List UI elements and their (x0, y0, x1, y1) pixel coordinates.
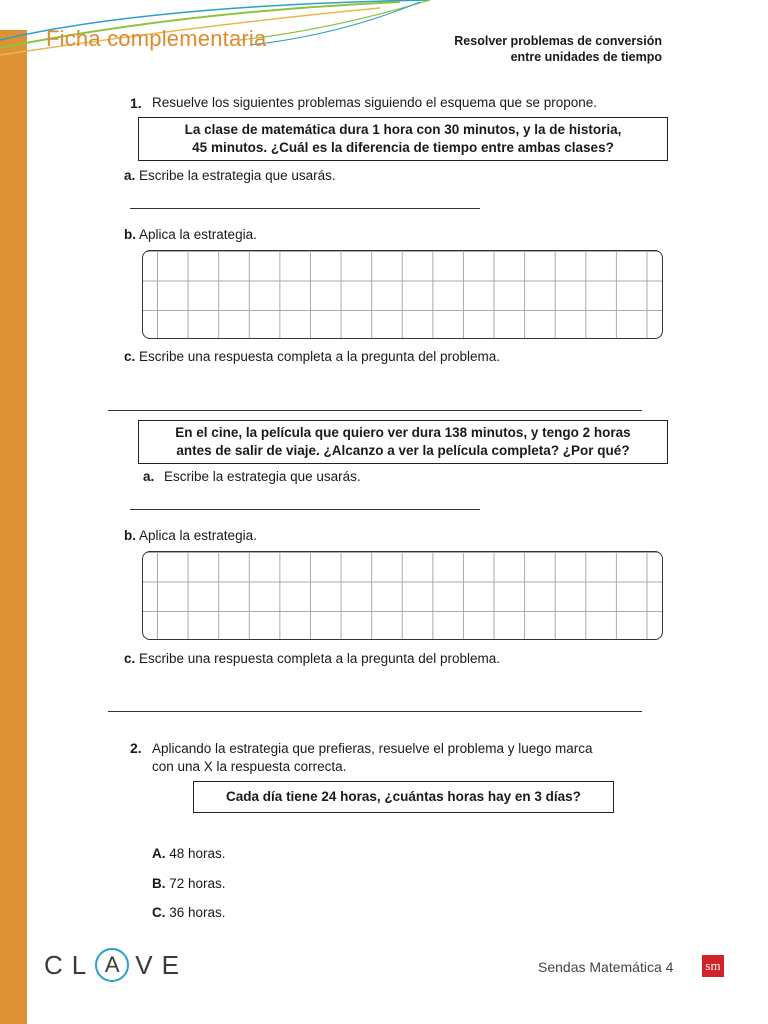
option-text: 72 horas. (169, 876, 226, 891)
problem-2-step-a (143, 469, 361, 484)
problem-2-line-2: antes de salir de viaje. ¿Alcanzo a ver la película completa? ¿Por qué? (176, 443, 630, 458)
exercise-2-problem-box (193, 781, 614, 813)
publisher-logo: sm (702, 955, 724, 977)
problem-2-line-1: En el cine, la película que quiero ver dura 138 minutos, y tengo 2 horas (175, 425, 631, 440)
option-text: 48 horas. (169, 846, 226, 861)
problem-1-answer-line[interactable] (108, 410, 642, 411)
step-a-text: Escribe la estrategia que usarás. (164, 469, 361, 484)
worksheet-topic (362, 33, 662, 65)
exercise-1-instruction: Resuelve los siguientes problemas siguiendo el esquema que se propone. (152, 95, 598, 110)
book-title: Sendas Matemática 4 (538, 959, 674, 975)
problem-1-strategy-answer-line[interactable] (130, 208, 480, 209)
problem-1-work-grid[interactable] (142, 250, 663, 339)
problem-2-step-c (124, 651, 500, 666)
step-c-text: Escribe una respuesta completa a la pregunta del problema. (139, 349, 500, 364)
problem-2-strategy-answer-line[interactable] (130, 509, 480, 510)
problem-1-step-a (124, 168, 336, 183)
option-text: 36 horas. (169, 905, 226, 920)
option-label: C. (152, 905, 166, 920)
step-c-label: c. (124, 349, 136, 364)
problem-2-work-grid[interactable] (142, 551, 663, 640)
step-b-text: Aplica la estrategia. (139, 528, 257, 543)
step-b-label: b. (124, 227, 136, 242)
option-label: A. (152, 846, 166, 861)
clave-letter: E (161, 949, 188, 980)
clave-ring-letter: A (95, 948, 129, 982)
step-a-label: a. (124, 168, 136, 183)
option-b[interactable] (152, 876, 226, 891)
exercise-2-number: 2. (130, 740, 142, 756)
clave-letter: C (44, 949, 72, 980)
exercise-2-problem: Cada día tiene 24 horas, ¿cuántas horas hay en 3 días? (226, 789, 581, 804)
step-c-text: Escribe una respuesta completa a la pregunta del problema. (139, 651, 500, 666)
problem-1-step-c (124, 349, 500, 364)
step-c-label: c. (124, 651, 136, 666)
topic-line-1: Resolver problemas de conversión (454, 34, 662, 48)
exercise-2-instruction-line-2: con una X la respuesta correcta. (152, 759, 347, 774)
clave-letter: L (71, 949, 96, 980)
problem-1-line-1: La clase de matemática dura 1 hora con 30 minutos, y la de historia, (184, 122, 622, 137)
problem-2-step-b (124, 528, 257, 543)
step-a-text: Escribe la estrategia que usarás. (139, 168, 336, 183)
problem-1-box (138, 117, 668, 161)
clave-letter: V (135, 949, 162, 980)
problem-1-line-2: 45 minutos. ¿Cuál es la diferencia de tiempo entre ambas clases? (192, 140, 614, 155)
exercise-1-number: 1. (130, 95, 142, 111)
step-a-label: a. (143, 469, 155, 484)
problem-2-answer-line[interactable] (108, 711, 642, 712)
step-b-text: Aplica la estrategia. (139, 227, 257, 242)
side-accent-bar (0, 30, 27, 1024)
step-b-label: b. (124, 528, 136, 543)
topic-line-2: entre unidades de tiempo (510, 50, 662, 64)
brand-title: Ficha complementaria (46, 26, 267, 51)
exercise-2-instruction-line-1: Aplicando la estrategia que prefieras, resuelve el problema y luego marca (152, 741, 593, 756)
exercise-2-instruction (152, 740, 593, 776)
option-c[interactable] (152, 905, 226, 920)
option-a[interactable] (152, 846, 226, 861)
problem-2-box (138, 420, 668, 464)
option-label: B. (152, 876, 166, 891)
problem-1-step-b (124, 227, 257, 242)
clave-logo (44, 948, 188, 982)
